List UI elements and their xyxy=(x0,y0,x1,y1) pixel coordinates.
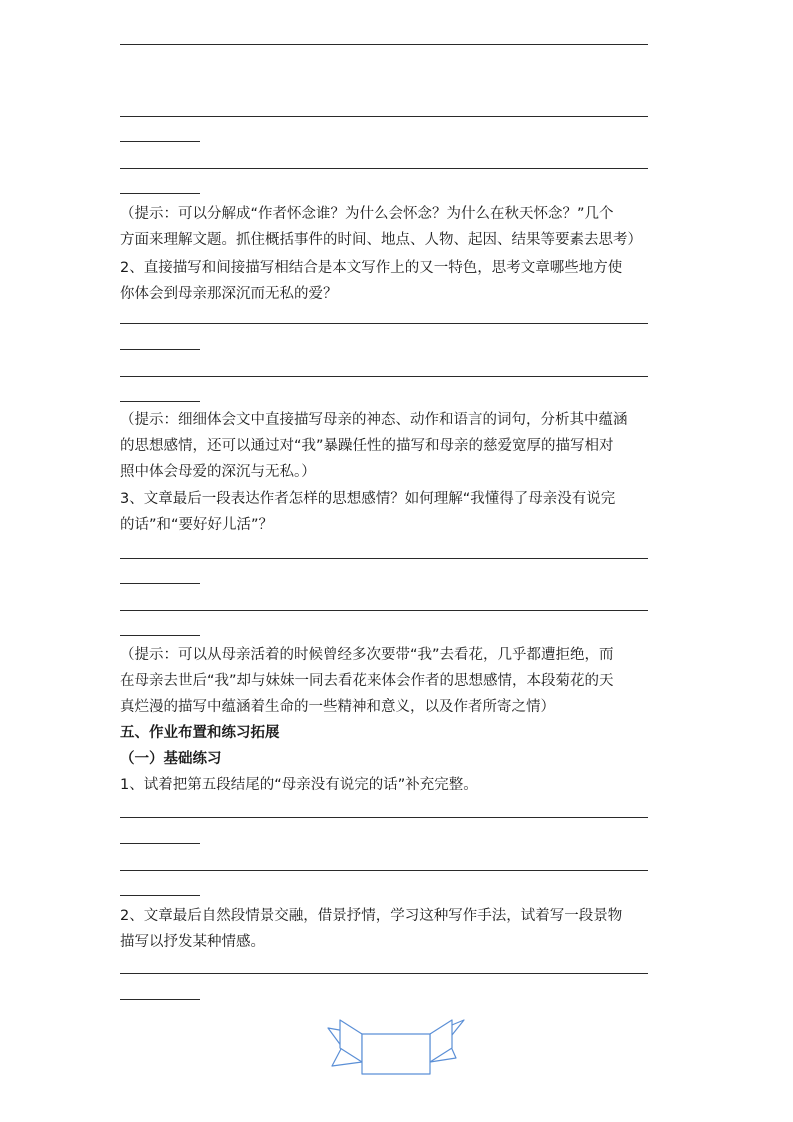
section-heading: 五、作业布置和练习拓展 xyxy=(120,725,280,741)
ribbon-banner-icon xyxy=(326,1018,466,1076)
answer-line-short xyxy=(120,349,200,350)
hint-text: 的思想感情，还可以通过对“我”暴躁任性的描写和母亲的慈爱宽厚的描写相对 xyxy=(120,438,614,454)
answer-line xyxy=(120,973,648,974)
hint-text: （提示：细细体会文中直接描写母亲的神态、动作和语言的词句，分析其中蕴涵 xyxy=(120,412,628,428)
answer-line xyxy=(120,376,648,377)
hint-text: 方面来理解文题。抓住概括事件的时间、地点、人物、起因、结果等要素去思考） xyxy=(120,232,642,248)
answer-line xyxy=(120,610,648,611)
answer-line-short xyxy=(120,999,200,1000)
subsection-heading: （一）基础练习 xyxy=(120,751,222,767)
exercise-text: 1、试着把第五段结尾的“母亲没有说完的话”补充完整。 xyxy=(120,777,478,793)
answer-line-short xyxy=(120,141,200,142)
answer-line-short xyxy=(120,583,200,584)
answer-line-short xyxy=(120,401,200,402)
answer-line xyxy=(120,44,648,45)
hint-text: 照中体会母爱的深沉与无私。） xyxy=(120,464,316,480)
exercise-text: 2、文章最后自然段情景交融，借景抒情，学习这种写作手法，试着写一段景物 xyxy=(120,908,623,924)
answer-line xyxy=(120,323,648,324)
answer-line-short xyxy=(120,843,200,844)
question-text: 3、文章最后一段表达作者怎样的思想感情？如何理解“我懂得了母亲没有说完 xyxy=(120,491,616,507)
answer-line xyxy=(120,116,648,117)
question-text: 你体会到母亲那深沉而无私的爱？ xyxy=(120,286,338,302)
answer-line-short xyxy=(120,895,200,896)
question-text: 2、直接描写和间接描写相结合是本文写作上的又一特色，思考文章哪些地方使 xyxy=(120,260,623,276)
hint-text: 真烂漫的描写中蕴涵着生命的一些精神和意义，以及作者所寄之情） xyxy=(120,699,555,715)
hint-text: 在母亲去世后“我”却与妹妹一同去看花来体会作者的思想感情，本段菊花的天 xyxy=(120,673,614,689)
hint-text: （提示：可以从母亲活着的时候曾经多次要带“我”去看花，几乎都遭拒绝，而 xyxy=(120,647,614,663)
answer-line xyxy=(120,168,648,169)
answer-line xyxy=(120,870,648,871)
question-text: 的话”和“要好好儿活”？ xyxy=(120,517,274,533)
answer-line xyxy=(120,817,648,818)
exercise-text: 描写以抒发某种情感。 xyxy=(120,934,265,950)
answer-line-short xyxy=(120,193,200,194)
answer-line-short xyxy=(120,635,200,636)
answer-line xyxy=(120,558,648,559)
hint-text: （提示：可以分解成“作者怀念谁？为什么会怀念？为什么在秋天怀念？”几个 xyxy=(120,206,614,222)
